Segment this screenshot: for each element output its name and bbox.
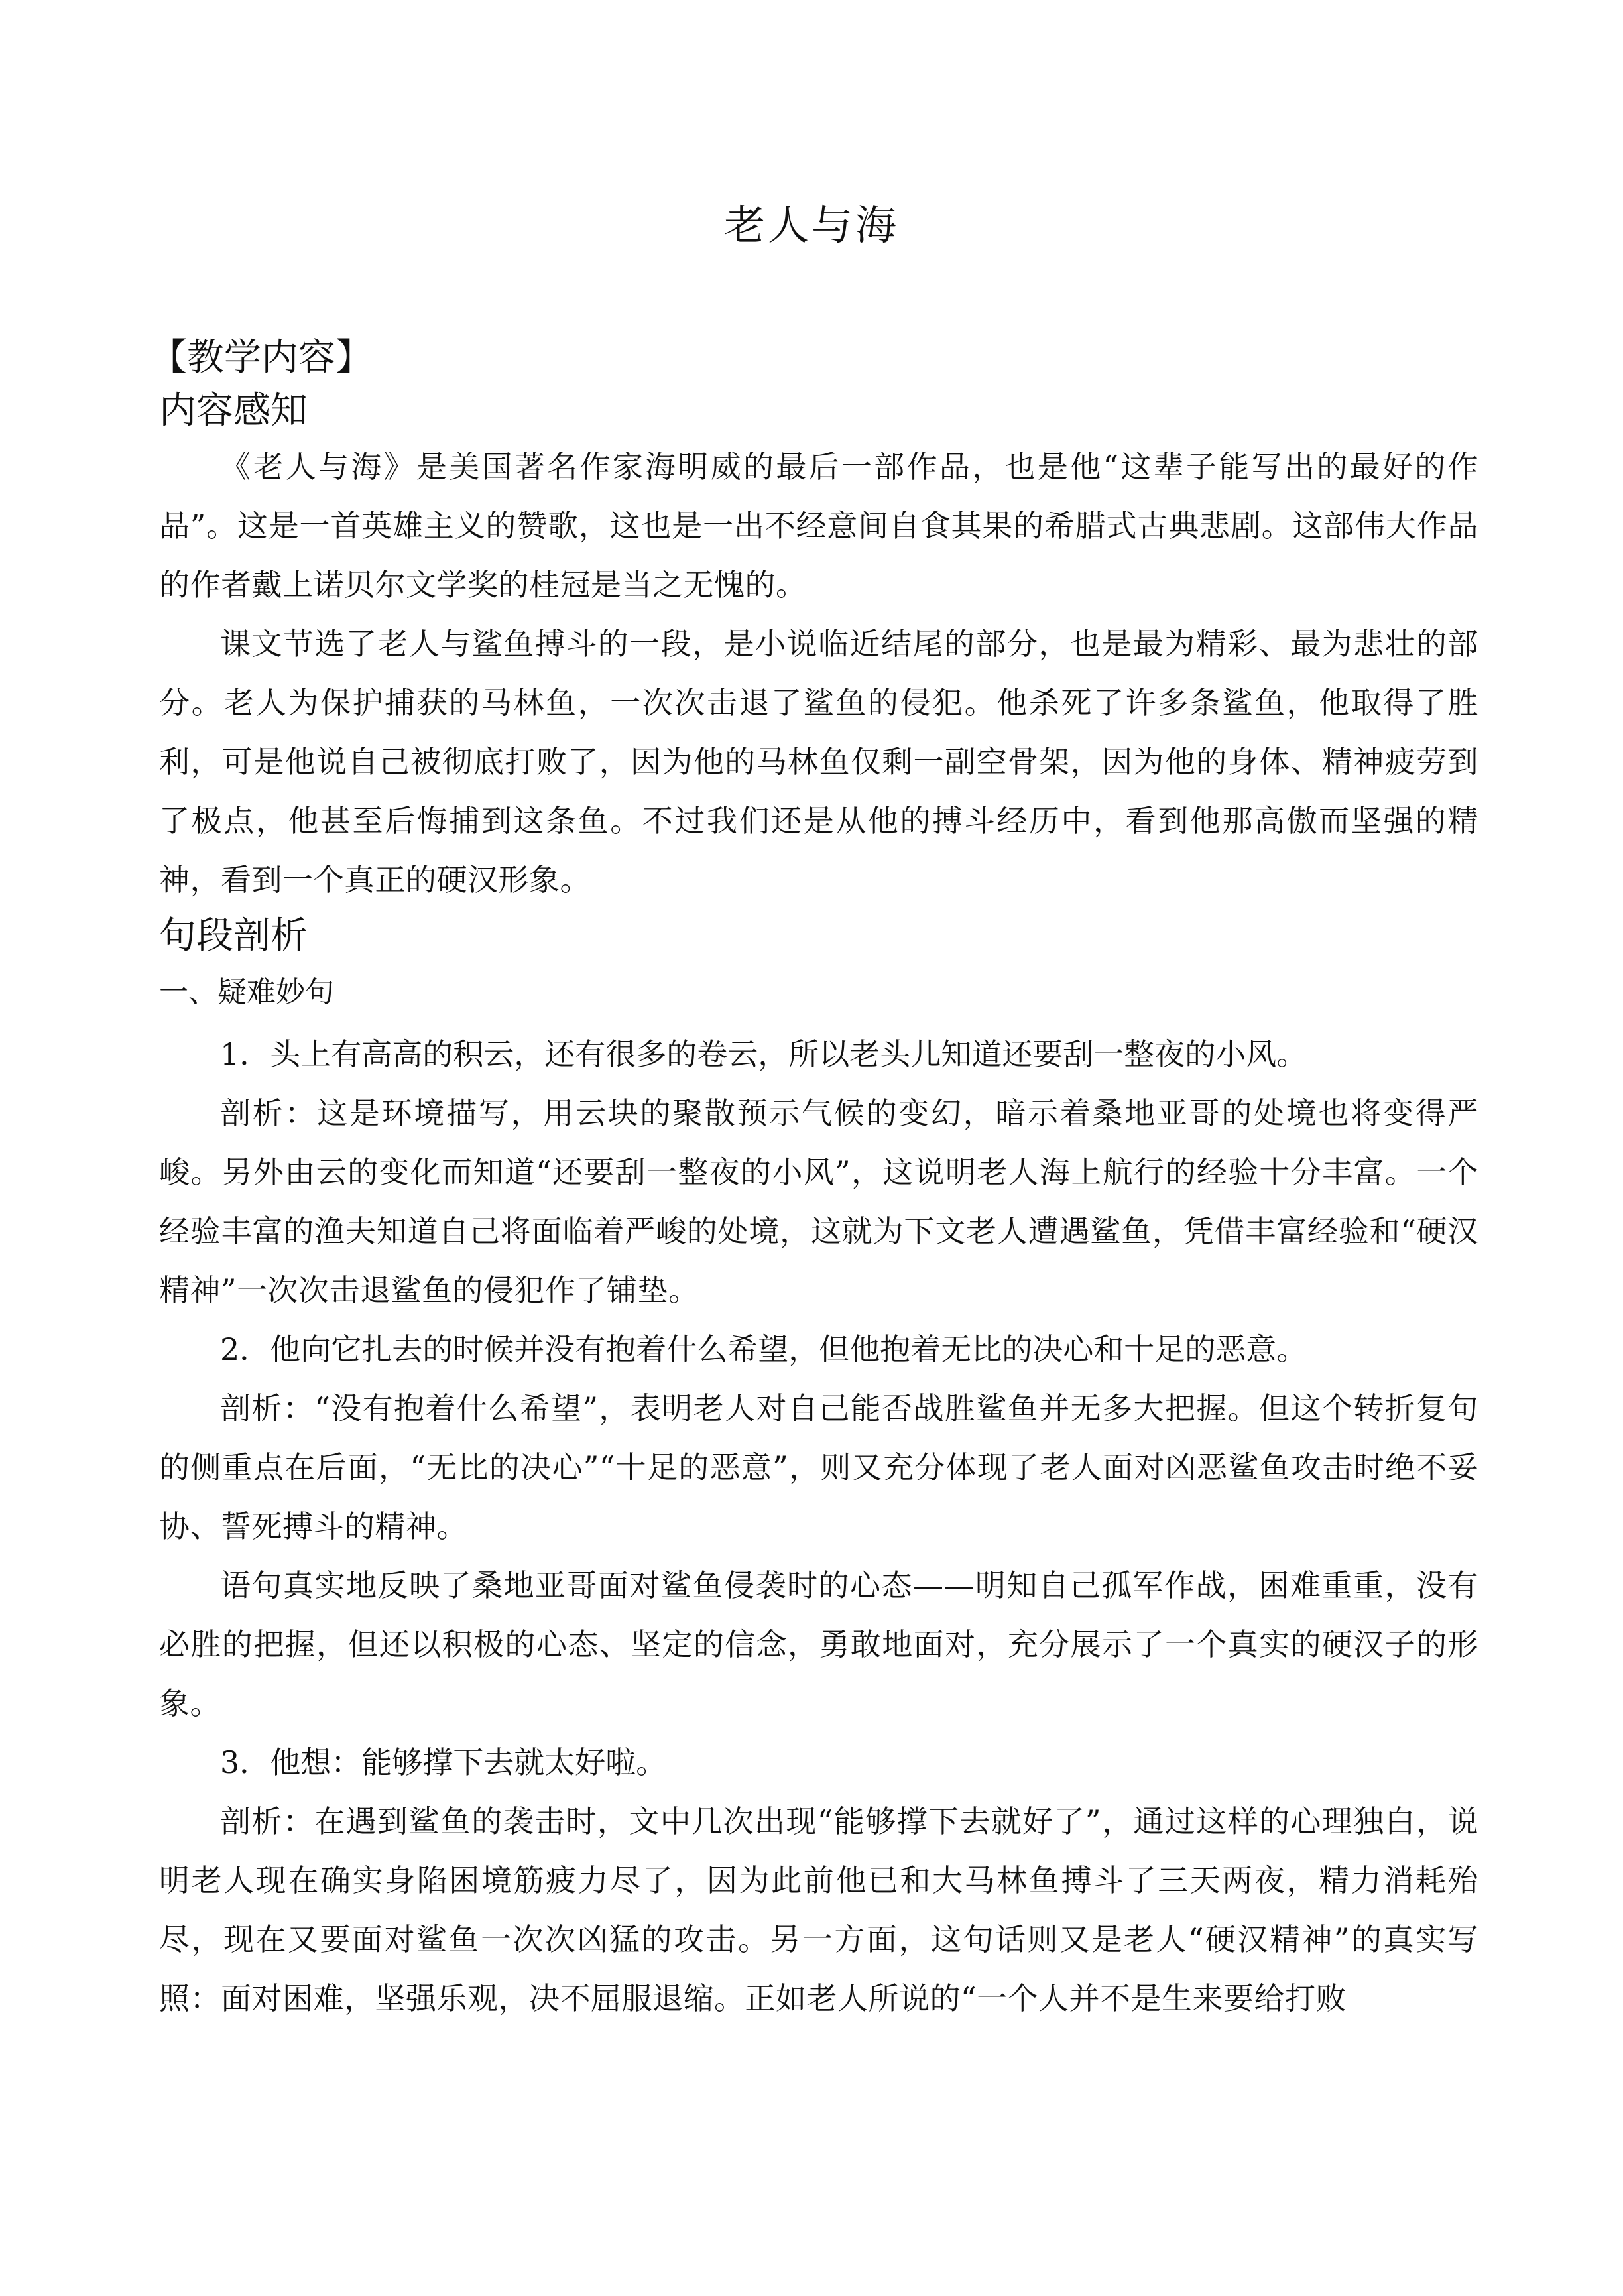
analysis-paragraph: 剖析：“没有抱着什么希望”，表明老人对自己能否战胜鲨鱼并无多大把握。但这个转折复句的侧重点在后面，“无比的决心”“十足的恶意”，则又充分体现了老人面对凶恶鲨鱼攻击时绝不妥协、誓死搏斗的精神。 bbox=[159, 1390, 1478, 1544]
document-body bbox=[150, 332, 1478, 2028]
paragraph: 课文节选了老人与鲨鱼搏斗的一段，是小说临近结尾的部分，也是最为精彩、最为悲壮的部分。老人为保护捕获的马林鱼，一次次击退了鲨鱼的侵犯。他杀死了许多条鲨鱼，他取得了胜利，可是他说自己被彻底打败了，因为他的马林鱼仅剩一副空骨架，因为他的身体、精神疲劳到了极点，他甚至后悔捕到这条鱼。不过我们还是从他的搏斗经历中，看到他那高傲而坚强的精神，看到一个真正的硬汉形象。 bbox=[159, 626, 1478, 898]
heading-sentence-analysis: 句段剖析 bbox=[159, 914, 308, 957]
page-title: 老人与海 bbox=[723, 201, 899, 249]
section-label: 【教学内容】 bbox=[150, 336, 373, 379]
quoted-sentence: 2．他向它扎去的时候并没有抱着什么希望，但他抱着无比的决心和十足的恶意。 bbox=[220, 1331, 1307, 1367]
heading-content-perception: 内容感知 bbox=[159, 389, 308, 432]
quoted-sentence: 1．头上有高高的积云，还有很多的卷云，所以老头儿知道还要刮一整夜的小风。 bbox=[220, 1036, 1307, 1072]
paragraph: 《老人与海》是美国著名作家海明威的最后一部作品，也是他“这辈子能写出的最好的作品”。这是一首英雄主义的赞歌，这也是一出不经意间自食其果的希腊式古典悲剧。这部伟大作品的作者戴上诺贝尔文学奖的桂冠是当之无愧的。 bbox=[159, 449, 1478, 603]
analysis-paragraph: 语句真实地反映了桑地亚哥面对鲨鱼侵袭时的心态——明知自己孤军作战，困难重重，没有必胜的把握，但还以积极的心态、坚定的信念，勇敢地面对，充分展示了一个真实的硬汉子的形象。 bbox=[159, 1567, 1478, 1721]
analysis-paragraph: 剖析：在遇到鲨鱼的袭击时，文中几次出现“能够撑下去就好了”，通过这样的心理独白，说明老人现在确实身陷困境筋疲力尽了，因为此前他已和大马林鱼搏斗了三天两夜，精力消耗殆尽，现在又要面对鲨鱼一次次凶猛的攻击。另一方面，这句话则又是老人“硬汉精神”的真实写照：面对困难，坚强乐观，决不屈服退缩。正如老人所说的“一个人并不是生来要给打败 bbox=[159, 1803, 1478, 2016]
subheading-difficult-sentences: 一、疑难妙句 bbox=[159, 975, 334, 1009]
quoted-sentence: 3．他想：能够撑下去就太好啦。 bbox=[220, 1744, 667, 1780]
analysis-paragraph: 剖析：这是环境描写，用云块的聚散预示气候的变幻，暗示着桑地亚哥的处境也将变得严峻。另外由云的变化而知道“还要刮一整夜的小风”，这说明老人海上航行的经验十分丰富。一个经验丰富的渔夫知道自己将面临着严峻的处境，这就为下文老人遭遇鲨鱼，凭借丰富经验和“硬汉精神”一次次击退鲨鱼的侵犯作了铺垫。 bbox=[159, 1095, 1478, 1308]
